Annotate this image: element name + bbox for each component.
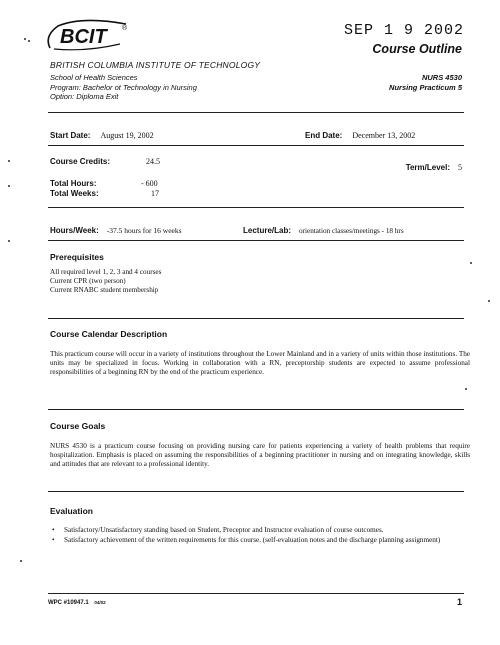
- scan-speck: [470, 262, 472, 264]
- calendar-title: Course Calendar Description: [50, 329, 168, 339]
- total-hours-label: Total Hours:: [50, 179, 97, 188]
- school-name: School of Health Sciences: [50, 73, 138, 82]
- list-item: Current CPR (two person): [50, 277, 126, 285]
- course-name: Nursing Practicum 5: [389, 82, 462, 92]
- course-code: NURS 4530: [421, 73, 462, 82]
- lecture-lab: [243, 220, 404, 238]
- scan-speck: [24, 38, 26, 40]
- list-item: [50, 536, 470, 545]
- start-date-label: Start Date:: [50, 131, 91, 140]
- hours-week-value: -37.5 hours for 16 weeks: [106, 226, 182, 235]
- goals-description: NURS 4530 is a practicum course focusing on providing nursing care for patients experiencing a variety of health problems that require hospitalization. Emphasis is placed on assuming the responsibilities of a beginning practitioner in nursing and on integrating knowledge, skills and attitudes that are relevant to a professional identity.: [50, 442, 470, 468]
- bcit-logo: [42, 18, 134, 52]
- school-info: [50, 73, 197, 102]
- goals-title: Course Goals: [50, 421, 106, 431]
- start-date-value: August 19, 2002: [100, 131, 154, 140]
- divider: [48, 145, 464, 146]
- divider: [48, 207, 464, 208]
- scan-speck: [8, 160, 10, 162]
- scan-speck: [28, 40, 30, 42]
- option-name: Option: Diploma Exit: [50, 92, 119, 101]
- divider: [48, 240, 464, 241]
- scan-speck: [488, 300, 490, 302]
- prerequisites-title: Prerequisites: [50, 252, 104, 262]
- lecture-lab-value: orientation classes/meetings - 18 hrs: [299, 227, 404, 235]
- credits-label: Course Credits:: [50, 157, 111, 166]
- document-code-value: WPC #10947.1: [48, 600, 89, 606]
- course-info: [389, 73, 462, 92]
- evaluation-item-text: Satisfactory achievement of the written requirements for this course. (self-evaluation notes and the discharge planning assignment): [64, 536, 441, 544]
- scan-speck: [8, 240, 10, 242]
- institute-name: BRITISH COLUMBIA INSTITUTE OF TECHNOLOGY: [50, 60, 261, 70]
- end-date: [305, 125, 415, 143]
- calendar-description: This practicum course will occur in a variety of institutions throughout the Lower Mainland and in a variety of units within those institutions. The units may be specialized in focus. Working in collaboration with a RN, preceptorship students are expected to assume professional responsibilities of a beginning RN by the end of the practicum experience.: [50, 350, 470, 376]
- logo-text: BCIT: [60, 26, 107, 48]
- divider: [48, 409, 464, 410]
- lecture-lab-label: Lecture/Lab:: [243, 226, 292, 235]
- total-weeks-value: 17: [151, 189, 159, 198]
- registered-mark: ®: [122, 25, 128, 32]
- document-title: Course Outline: [372, 42, 462, 56]
- evaluation-title: Evaluation: [50, 506, 93, 516]
- start-date: [50, 125, 154, 143]
- divider: [48, 491, 464, 492]
- term-level: [406, 157, 462, 175]
- scan-speck: [8, 185, 10, 187]
- scan-speck: [20, 560, 22, 562]
- divider: [48, 318, 464, 319]
- program-name: Program: Bachelor ot Technology in Nursing: [50, 82, 197, 92]
- end-date-value: December 13, 2002: [352, 131, 416, 140]
- hours-week-label: Hours/Week:: [50, 226, 99, 235]
- divider: [48, 593, 464, 594]
- page-number: 1: [456, 597, 462, 607]
- term-label: Term/Level:: [405, 163, 450, 172]
- hours-per-week: [50, 220, 182, 238]
- list-item: All required level 1, 2, 3 and 4 courses: [50, 268, 162, 276]
- bullet-icon: •: [52, 526, 55, 534]
- list-item: [50, 526, 470, 535]
- list-item: Current RNABC student membership: [50, 286, 159, 294]
- document-code-date: 04/02: [94, 600, 106, 605]
- term-value: 5: [458, 163, 462, 172]
- evaluation-item-text: Satisfactory/Unsatisfactory standing based on Student, Preceptor and Instructor evaluation of course outcomes.: [64, 526, 384, 534]
- evaluation-list: [50, 526, 470, 546]
- divider: [48, 112, 464, 113]
- scan-speck: [465, 388, 467, 390]
- total-weeks-label: Total Weeks:: [50, 189, 99, 198]
- bullet-icon: •: [52, 536, 55, 544]
- document-code: [48, 600, 106, 606]
- prerequisites-list: [50, 268, 161, 295]
- end-date-label: End Date:: [305, 131, 343, 140]
- credits-value: 24.5: [146, 157, 160, 166]
- total-hours-value: - 600: [141, 179, 158, 188]
- received-date-stamp: SEP 1 9 2002: [343, 22, 464, 39]
